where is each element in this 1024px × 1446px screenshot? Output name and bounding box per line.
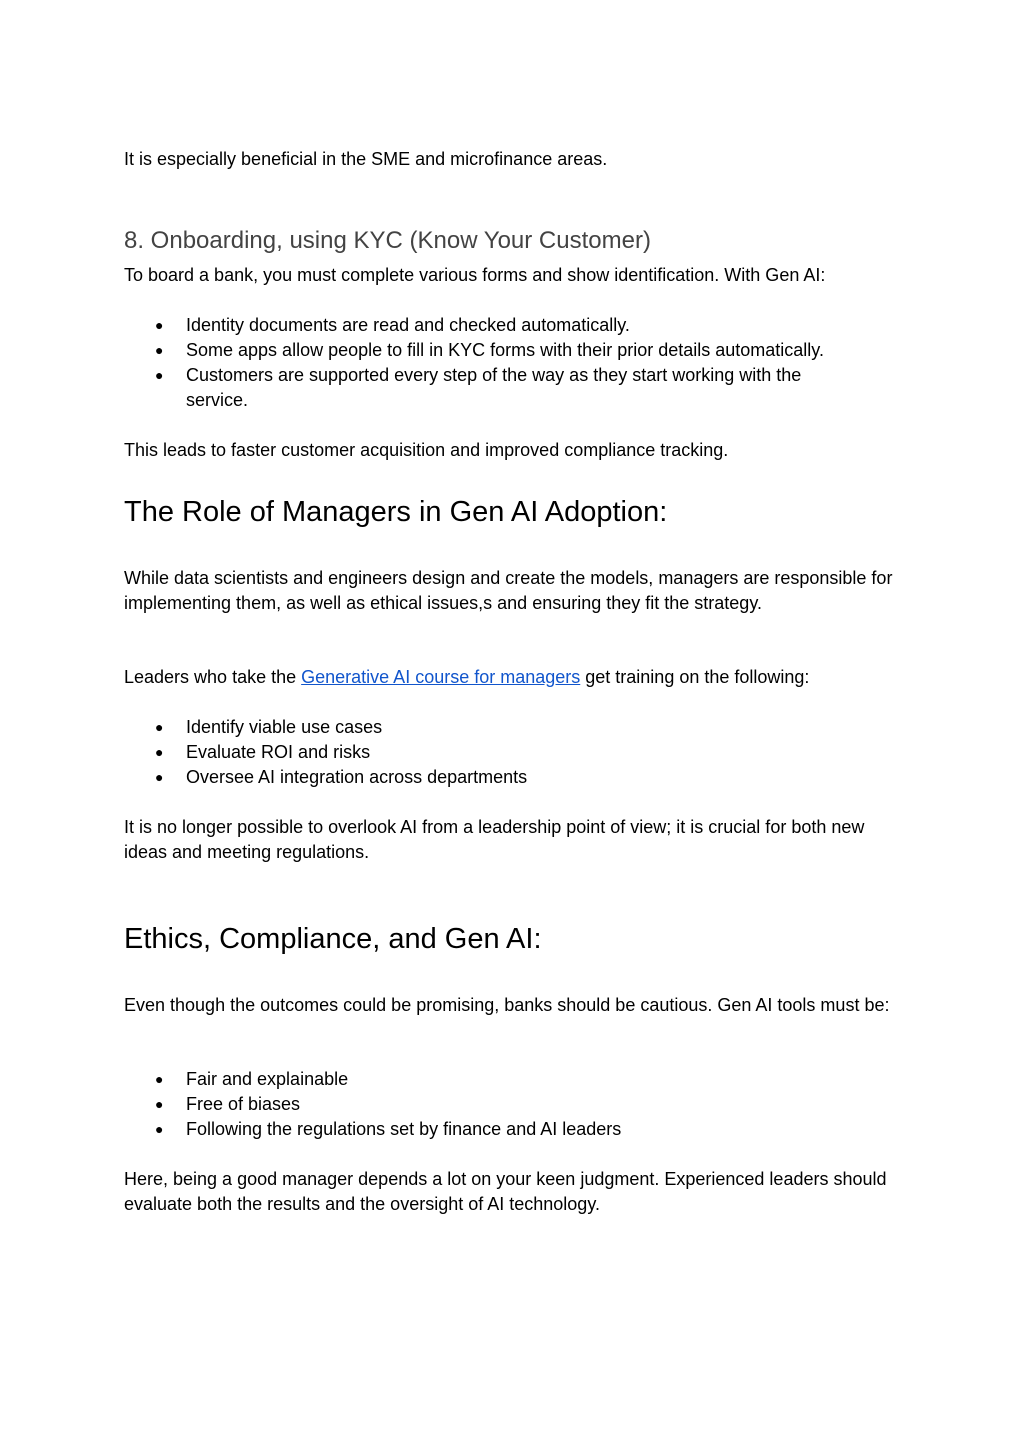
section-8-bullet-list	[124, 313, 904, 413]
list-item: ● Free of biases	[124, 1092, 856, 1117]
managers-bullet-list	[124, 715, 904, 790]
section-8-lead: To board a bank, you must complete various forms and show identification. With Gen AI:	[124, 265, 826, 285]
managers-heading: The Role of Managers in Gen AI Adoption:	[124, 496, 668, 528]
bullet-icon: ●	[155, 719, 164, 735]
list-item: ● Customers are supported every step of the way as they start working with the service.	[155, 365, 802, 410]
managers-paragraph: While data scientists and engineers design and create the models, managers are responsible for implementing them, as well as ethical issues,s and ensuring they fit the strategy.	[124, 568, 893, 613]
list-item: ● Oversee AI integration across departments	[124, 765, 856, 790]
ethics-bullet-list	[124, 1067, 904, 1142]
list-item: ● Identify viable use cases	[124, 715, 856, 740]
bullet-icon: ●	[155, 769, 164, 785]
section-8-closing: This leads to faster customer acquisition and improved compliance tracking.	[124, 440, 729, 460]
bullet-icon: ●	[155, 1096, 164, 1112]
generative-ai-course-link[interactable]: Generative AI course for managers	[301, 667, 581, 687]
ethics-closing: Here, being a good manager depends a lot on your keen judgment. Experienced leaders should evaluate both the results and the oversight of AI technology.	[124, 1169, 887, 1214]
intro-paragraph: It is especially beneficial in the SME and microfinance areas.	[124, 149, 608, 169]
bullet-icon: ●	[155, 367, 164, 383]
bullet-icon: ●	[155, 1121, 164, 1137]
list-item: ● Evaluate ROI and risks	[124, 740, 856, 765]
managers-course-paragraph: Leaders who take the Generative AI course for managers get training on the following:	[124, 667, 810, 687]
list-item: ● Identity documents are read and checked automatically.	[124, 313, 856, 338]
bullet-icon: ●	[155, 317, 164, 333]
bullet-icon: ●	[155, 744, 164, 760]
ethics-heading: Ethics, Compliance, and Gen AI:	[124, 923, 542, 955]
managers-closing: It is no longer possible to overlook AI from a leadership point of view; it is crucial for both new ideas and meeting regulations.	[124, 817, 865, 862]
list-item: ● Some apps allow people to fill in KYC forms with their prior details automatically.	[124, 338, 856, 363]
bullet-icon: ●	[155, 1071, 164, 1087]
bullet-icon: ●	[155, 342, 164, 358]
ethics-lead: Even though the outcomes could be promising, banks should be cautious. Gen AI tools must be:	[124, 995, 890, 1015]
list-item: ● Fair and explainable	[124, 1067, 856, 1092]
list-item: ● Following the regulations set by finance and AI leaders	[124, 1117, 856, 1142]
section-8-heading: 8. Onboarding, using KYC (Know Your Customer)	[124, 227, 651, 254]
